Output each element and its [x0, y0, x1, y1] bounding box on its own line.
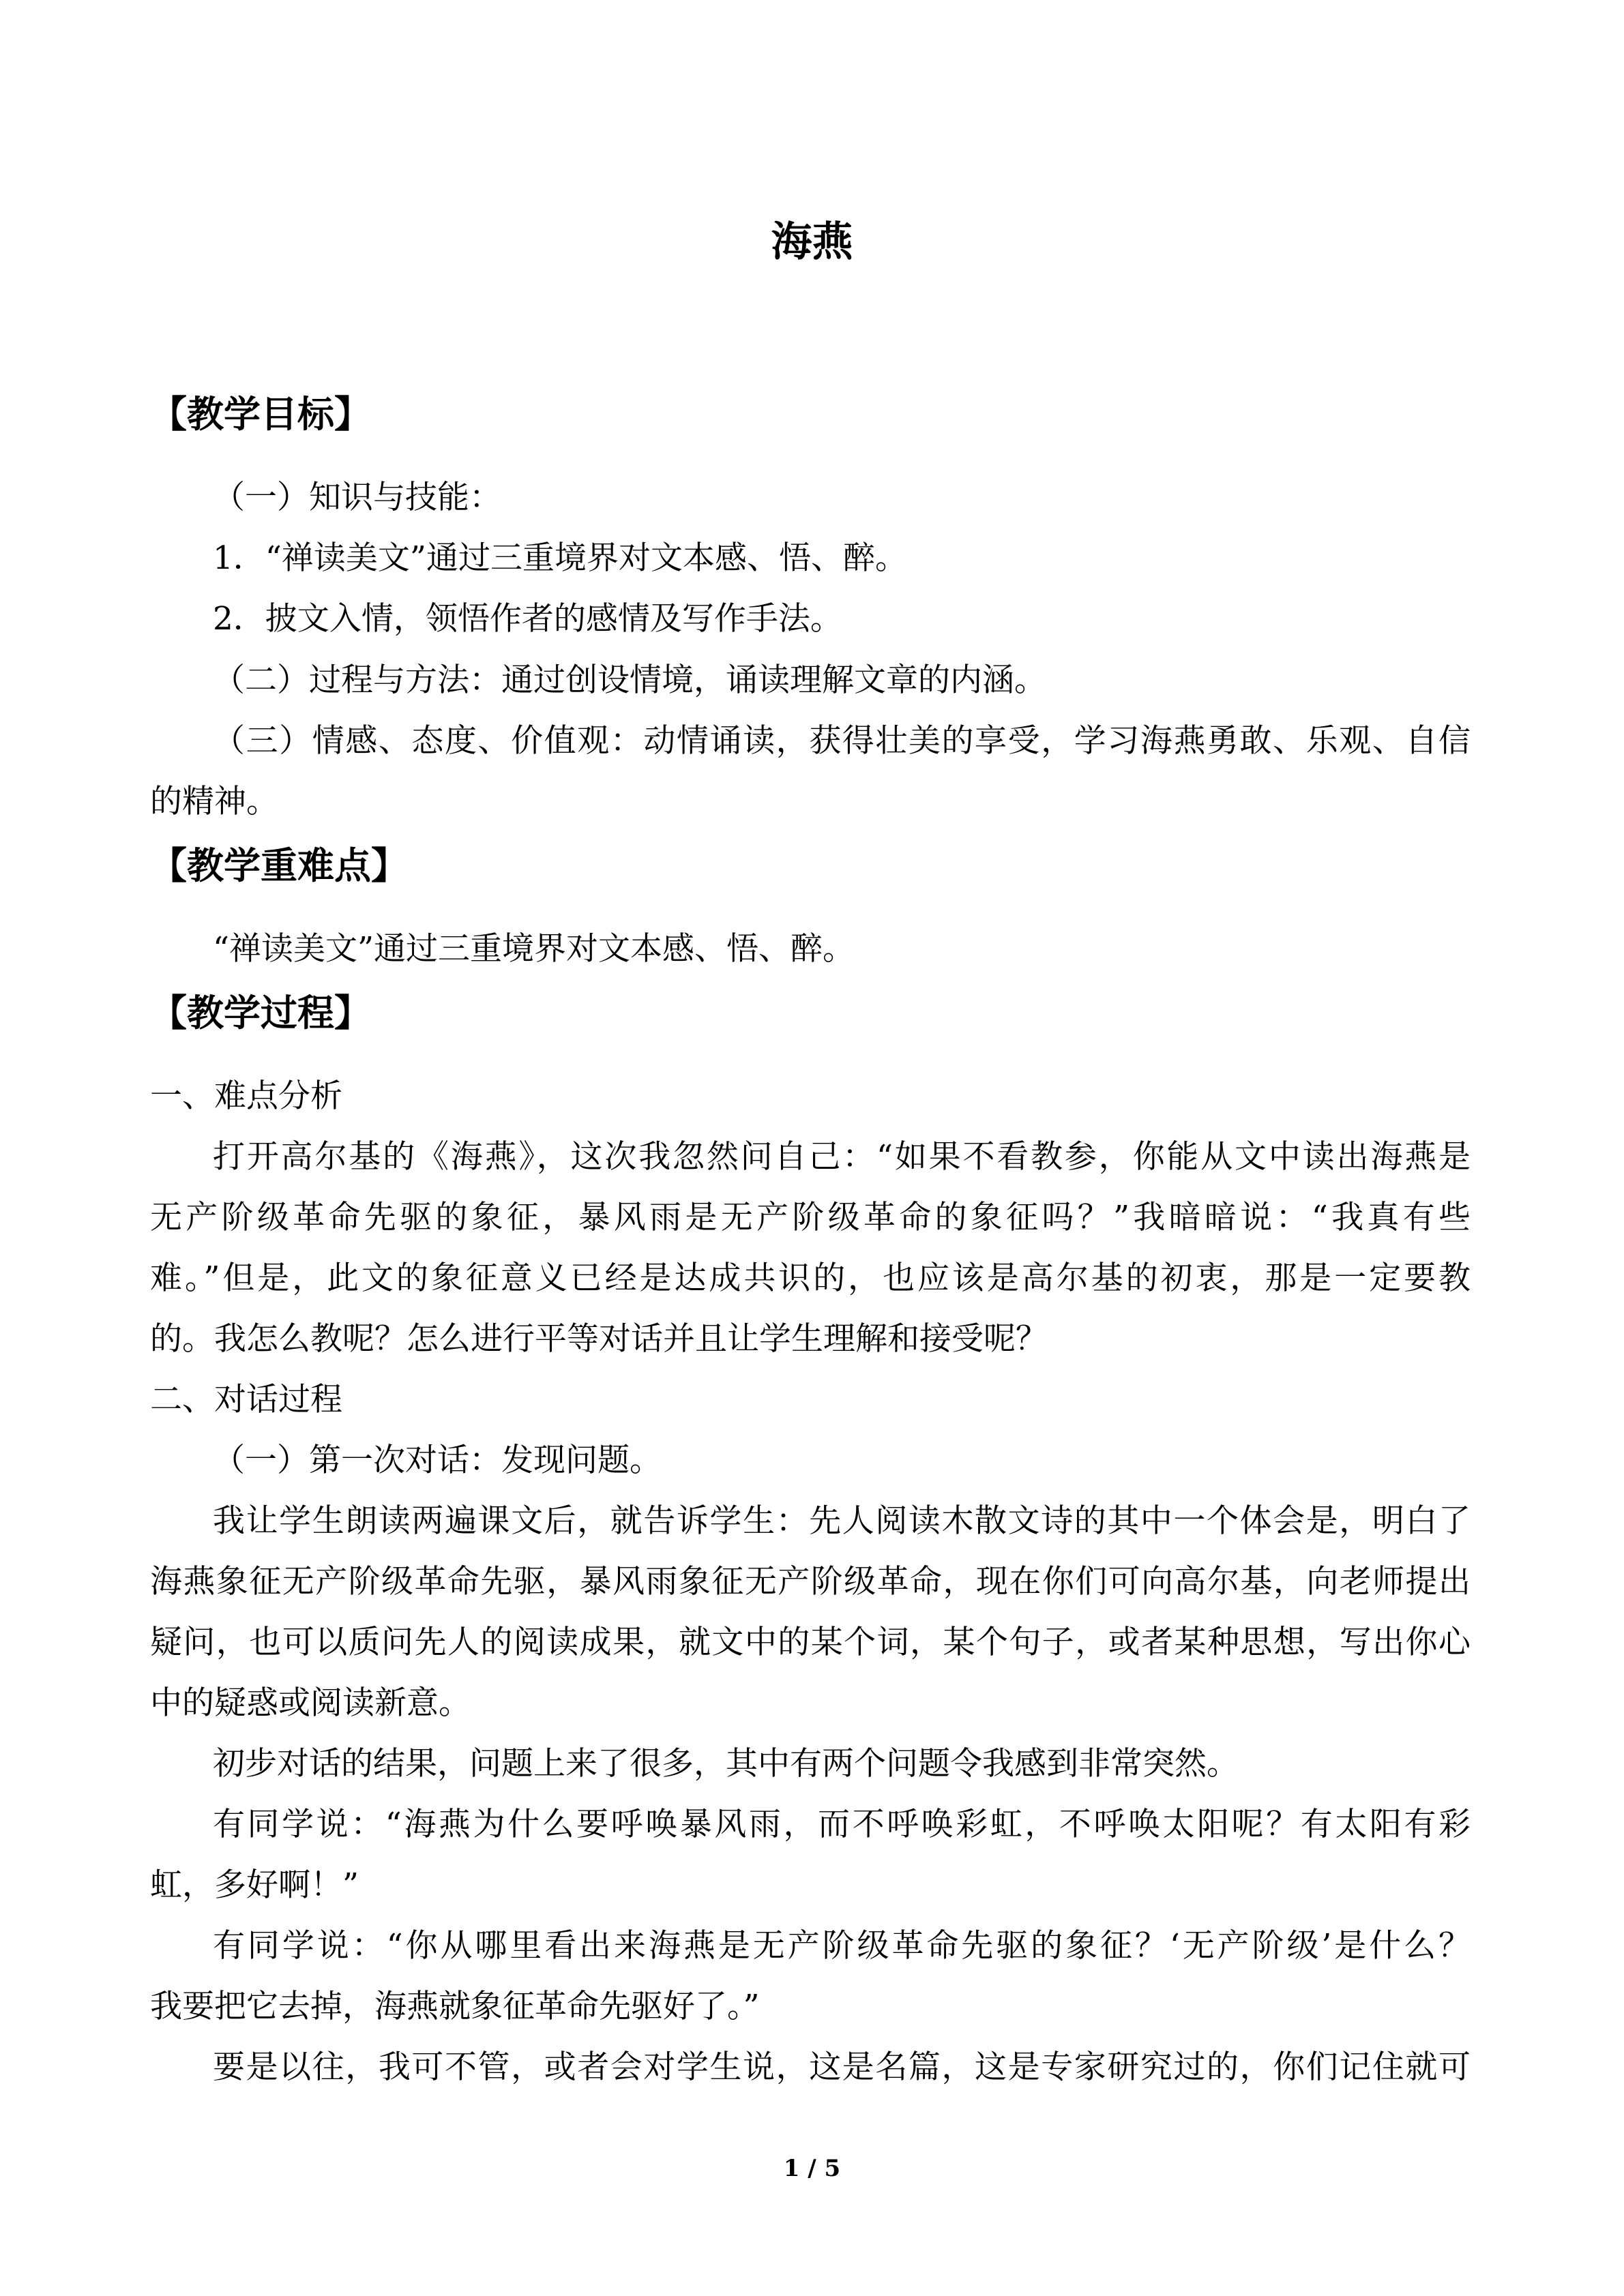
- paragraph-line: 1．“禅读美文”通过三重境界对文本感、悟、醉。: [213, 539, 907, 577]
- document-title: 海燕: [771, 218, 853, 266]
- paragraph-line: 2．披文入情，领悟作者的感情及写作手法。: [213, 600, 842, 638]
- paragraph-line: 虹，多好啊！”: [150, 1866, 359, 1904]
- paragraph-line: 打开高尔基的《海燕》，这次我忽然问自己：“如果不看教参，你能从文中读出海燕是: [213, 1138, 1471, 1176]
- paragraph-line: 有同学说：“海燕为什么要呼唤暴风雨，而不呼唤彩虹，不呼唤太阳呢？有太阳有彩: [213, 1806, 1471, 1843]
- paragraph-line: 的。我怎么教呢？怎么进行平等对话并且让学生理解和接受呢？: [150, 1320, 1048, 1358]
- paragraph-line: 海燕象征无产阶级革命先驱，暴风雨象征无产阶级革命，现在你们可向高尔基，向老师提出: [150, 1563, 1471, 1600]
- paragraph-line: 无产阶级革命先驱的象征，暴风雨是无产阶级革命的象征吗？”我暗暗说：“我真有些: [150, 1199, 1471, 1236]
- paragraph-line: （一）第一次对话：发现问题。: [213, 1442, 662, 1479]
- paragraph-line: （三）情感、态度、价值观：动情诵读，获得壮美的享受，学习海燕勇敢、乐观、自信: [213, 722, 1471, 760]
- paragraph-line: 疑问，也可以质问先人的阅读成果，就文中的某个词，某个句子，或者某种思想，写出你心: [150, 1624, 1471, 1661]
- paragraph-line: 要是以往，我可不管，或者会对学生说，这是名篇，这是专家研究过的，你们记住就可: [213, 2048, 1471, 2086]
- paragraph-line: 难。”但是，此文的象征意义已经是达成共识的，也应该是高尔基的初衷，那是一定要教: [150, 1259, 1471, 1297]
- section-heading-key-points: 【教学重难点】: [150, 844, 408, 887]
- paragraph-line: 的精神。: [150, 783, 278, 820]
- paragraph-line: 二、对话过程: [150, 1381, 342, 1418]
- section-heading-process: 【教学过程】: [150, 992, 371, 1034]
- paragraph-line: 初步对话的结果，问题上来了很多，其中有两个问题令我感到非常突然。: [213, 1745, 1239, 1783]
- paragraph-line: “禅读美文”通过三重境界对文本感、悟、醉。: [213, 930, 855, 968]
- paragraph-line: （二）过程与方法：通过创设情境，诵读理解文章的内涵。: [213, 661, 1046, 699]
- paragraph-line: 我要把它去掉，海燕就象征革命先驱好了。”: [150, 1988, 760, 2025]
- page-number: 1 / 5: [783, 2155, 841, 2182]
- paragraph-line: 一、难点分析: [150, 1077, 342, 1115]
- section-heading-objectives: 【教学目标】: [150, 393, 371, 436]
- paragraph-line: 中的疑惑或阅读新意。: [150, 1684, 471, 1722]
- paragraph-line: （一）知识与技能：: [213, 479, 501, 516]
- paragraph-line: 我让学生朗读两遍课文后，就告诉学生：先人阅读木散文诗的其中一个体会是，明白了: [213, 1502, 1471, 1540]
- paragraph-line: 有同学说：“你从哪里看出来海燕是无产阶级革命先驱的象征？‘无产阶级’是什么？: [213, 1927, 1471, 1965]
